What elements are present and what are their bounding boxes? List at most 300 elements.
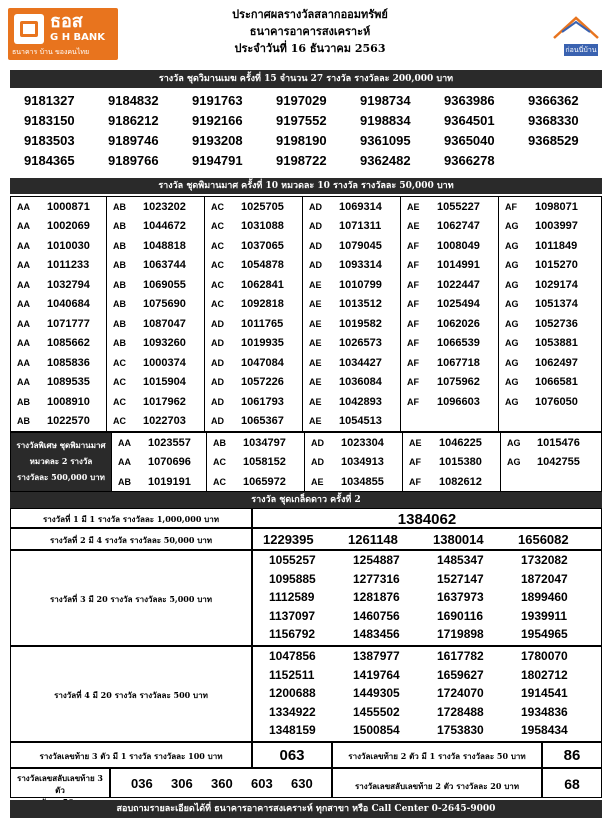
swap3-number: 603: [251, 776, 273, 791]
prize2-row: [401, 236, 498, 256]
prize3-column: [111, 433, 207, 491]
prize2-row: [303, 217, 400, 237]
header: [0, 0, 612, 68]
prize2-row: [107, 217, 204, 237]
prize2-number: 1054513: [339, 415, 382, 428]
prize2-number: 1002069: [47, 220, 90, 233]
prize2-column: [205, 197, 303, 431]
prize1-number: 9184832: [108, 92, 159, 108]
second-prize-number: 1656082: [518, 532, 569, 547]
fourth-prize-numbers-box: [252, 646, 602, 742]
prize2-number: 1061793: [241, 395, 284, 408]
prize2-number: 1036084: [339, 376, 382, 389]
prize3-label-line-3: รางวัลละ 500,000 บาท: [17, 472, 105, 482]
swap3-label-box: [10, 768, 110, 798]
fourth-prize-number: 1334922: [269, 704, 316, 719]
logo-sub-text: G H BANK: [50, 32, 106, 43]
first-prize-number: 1384062: [397, 511, 457, 528]
second-prize-label-box: [10, 528, 252, 550]
prize1-number: 9364501: [444, 112, 495, 128]
prize2-prefix: AE: [309, 377, 322, 388]
prize2-prefix: AG: [505, 279, 519, 290]
prize2-row: [303, 353, 400, 373]
prize3-row: [501, 433, 601, 453]
prize2-prefix: AC: [113, 357, 126, 368]
prize2-row: [401, 412, 498, 432]
prize2-prefix: AD: [211, 396, 224, 407]
third-prize-number: 1939911: [521, 608, 568, 623]
prize2-prefix: AG: [505, 221, 519, 232]
prize2-row: [107, 275, 204, 295]
prize3-table: [10, 432, 602, 492]
prize2-number: 1047084: [241, 356, 284, 369]
prize1-number: 9186212: [108, 112, 159, 128]
prize2-row: [303, 373, 400, 393]
prize2-prefix: AA: [17, 221, 30, 232]
prize2-row: [11, 353, 106, 373]
prize2-number: 1025705: [241, 200, 284, 213]
prize2-number: 1063744: [143, 259, 186, 272]
prize2-prefix: AA: [17, 318, 30, 329]
prize3-row: [112, 433, 206, 453]
prize2-prefix: AE: [309, 279, 322, 290]
prize1-row: [10, 150, 602, 170]
prize2-row: [401, 275, 498, 295]
prize2-prefix: AG: [505, 299, 519, 310]
prize2-number: 1000871: [47, 200, 90, 213]
prize3-row: [112, 472, 206, 492]
prize2-prefix: AC: [211, 240, 224, 251]
prize2-prefix: AB: [113, 299, 126, 310]
prize2-number: 1040684: [47, 298, 90, 311]
prize2-number: 1057226: [241, 376, 284, 389]
third-prize-number: 1254887: [353, 553, 400, 567]
prize2-prefix: AD: [211, 377, 224, 388]
prize2-prefix: AA: [17, 299, 30, 310]
prize2-row: [499, 217, 601, 237]
prize2-row: [303, 314, 400, 334]
prize2-row: [205, 373, 302, 393]
prize1-number: 9368529: [528, 132, 579, 148]
prize2-number: 1023202: [143, 200, 186, 213]
prize2-prefix: AE: [309, 318, 322, 329]
prize2-row: [107, 353, 204, 373]
prize2-number: 1089535: [47, 376, 90, 389]
last3-number: 063: [279, 747, 305, 764]
prize2-prefix: AD: [309, 221, 322, 232]
prize2-row: [107, 197, 204, 217]
prize2-prefix: AA: [17, 260, 30, 271]
prize2-number: 1092818: [241, 298, 284, 311]
fourth-prize-number: 1934836: [521, 704, 568, 719]
prize2-row: [499, 275, 601, 295]
prize2-number: 1000374: [143, 356, 186, 369]
prize2-prefix: AC: [211, 221, 224, 232]
prize2-number: 1011849: [535, 239, 578, 252]
prize1-number: 9189746: [108, 132, 159, 148]
fourth-prize-number: 1152511: [269, 667, 315, 682]
prize2-number: 1017962: [143, 395, 186, 408]
third-prize-number: 1112589: [269, 590, 315, 604]
prize1-number: 9183150: [24, 112, 75, 128]
last3-number-box: [252, 742, 332, 768]
prize2-row: [401, 217, 498, 237]
prize2-prefix: AG: [505, 240, 519, 251]
prize2-prefix: AC: [211, 201, 224, 212]
prize2-column: [401, 197, 499, 431]
prize2-prefix: AG: [505, 396, 519, 407]
prize2-number: 1093260: [143, 337, 186, 350]
prize2-number: 1085662: [47, 337, 90, 350]
prize2-row: [107, 236, 204, 256]
prize2-row: [303, 256, 400, 276]
prize2-prefix: AE: [309, 396, 322, 407]
prize2-number: 1008910: [47, 395, 90, 408]
third-prize-number: 1156792: [269, 627, 316, 641]
star-prize-header-bar: รางวัล ชุดเกล็ดดาว ครั้งที่ 2: [10, 492, 602, 508]
prize2-row: [303, 236, 400, 256]
fourth-prize-label-box: [10, 646, 252, 742]
prize1-number: 9366278: [444, 152, 495, 168]
third-prize-label-box: [10, 550, 252, 646]
prize2-number: 1025494: [437, 298, 480, 311]
prize2-number: 1066539: [437, 337, 480, 350]
prize3-prefix: AC: [213, 457, 226, 468]
prize2-header-bar: รางวัล ชุดพิมานมาศ ครั้งที่ 10 หมวดละ 10 รางวัล รางวัลละ 50,000 บาท: [10, 178, 602, 194]
prize3-prefix: AD: [311, 437, 324, 448]
prize2-prefix: AG: [505, 260, 519, 271]
logo-slogan: ธนาคาร บ้าน ของคนไทย: [12, 48, 90, 56]
prize2-row: [11, 295, 106, 315]
prize2-prefix: AG: [505, 318, 519, 329]
prize3-row: [207, 472, 304, 492]
prize1-number: 9197029: [276, 92, 327, 108]
prize1-number: 9183503: [24, 132, 75, 148]
prize2-number: 1014991: [437, 259, 480, 272]
prize3-number: 1034913: [341, 456, 384, 469]
prize2-number: 1093314: [339, 259, 382, 272]
prize2-prefix: AF: [407, 338, 419, 349]
prize3-prefix: AC: [213, 476, 226, 487]
prize1-number: 9189766: [108, 152, 159, 168]
prize1-number: 9181327: [24, 92, 75, 108]
prize3-prefix: AF: [409, 476, 421, 487]
prize2-prefix: AC: [211, 279, 224, 290]
prize2-number: 1031088: [241, 220, 284, 233]
prize2-row: [401, 295, 498, 315]
prize2-prefix: AD: [309, 201, 322, 212]
house-icon: [14, 14, 44, 44]
swap3-number: 306: [171, 776, 193, 791]
prize3-column: [305, 433, 403, 491]
prize2-prefix: AB: [17, 416, 30, 427]
third-prize-number: 1095885: [269, 571, 316, 586]
third-prize-number: 1485347: [437, 553, 484, 567]
fourth-prize-number: 1753830: [437, 723, 484, 737]
prize3-prefix: AD: [311, 457, 324, 468]
prize3-prefix: AG: [507, 437, 521, 448]
first-prize-label: รางวัลที่ 1 มี 1 รางวัล รางวัลละ 1,000,000 บาท: [42, 514, 220, 524]
third-prize-number: 1872047: [521, 571, 568, 586]
prize2-row: [401, 197, 498, 217]
second-prize-number: 1380014: [433, 532, 484, 547]
prize2-prefix: AA: [17, 377, 30, 388]
swap2-label: รางวัลเลขสลับเลขท้าย 2 ตัว รางวัลละ 20 บาท: [354, 781, 520, 791]
prize3-number: 1034797: [243, 436, 286, 449]
third-prize-number: 1732082: [521, 553, 568, 567]
swap3-number: 360: [211, 776, 233, 791]
swap2-number: 68: [564, 776, 580, 792]
prize3-prefix: AF: [409, 457, 421, 468]
prize2-prefix: AB: [113, 201, 126, 212]
prize2-number: 1029174: [535, 278, 578, 291]
prize3-prefix: AA: [118, 437, 131, 448]
prize2-prefix: AD: [211, 416, 224, 427]
prize2-prefix: AC: [113, 377, 126, 388]
prize2-prefix: AE: [407, 201, 420, 212]
prize3-label-line-1: รางวัลพิเศษ ชุดพิมานมาศ: [16, 440, 106, 450]
last3-label: รางวัลเลขท้าย 3 ตัว มี 1 รางวัล รางวัลละ 100 บาท: [39, 751, 223, 761]
third-prize-number: 1690116: [437, 608, 484, 623]
prize3-row: [207, 433, 304, 453]
prize2-prefix: AF: [407, 260, 419, 271]
prize2-number: 1011233: [47, 259, 90, 272]
prize2-row: [11, 217, 106, 237]
fourth-prize-number: 1047856: [269, 649, 316, 663]
prize2-prefix: AC: [113, 396, 126, 407]
second-prize-number: 1261148: [348, 532, 398, 547]
prize2-prefix: AC: [211, 260, 224, 271]
third-prize-number: 1954965: [521, 627, 568, 641]
prize2-number: 1015904: [143, 376, 186, 389]
prize2-number: 1076050: [535, 395, 578, 408]
swap2-label-box: [332, 768, 542, 798]
prize2-row: [107, 373, 204, 393]
prize3-prefix: AE: [311, 476, 324, 487]
prize3-row: [305, 453, 402, 473]
prize2-row: [107, 412, 204, 432]
prize3-row: [501, 453, 601, 473]
prize2-row: [107, 314, 204, 334]
prize2-row: [205, 236, 302, 256]
third-prize-number: 1527147: [437, 571, 484, 586]
prize2-prefix: AG: [505, 357, 519, 368]
prize2-prefix: AA: [17, 338, 30, 349]
prize2-row: [107, 256, 204, 276]
third-prize-number: 1137097: [269, 608, 316, 623]
page-title: [160, 6, 460, 57]
prize3-number: 1019191: [148, 475, 191, 488]
prize1-number: 9366362: [528, 92, 579, 108]
prize2-row: [205, 295, 302, 315]
last2-number: 86: [563, 747, 581, 764]
prize1-number-grid: [10, 90, 602, 170]
prize3-number: 1058152: [243, 456, 286, 469]
prize2-prefix: AE: [309, 299, 322, 310]
third-prize-number: 1719898: [437, 627, 484, 641]
prize2-number: 1048818: [143, 239, 186, 252]
prize2-row: [401, 314, 498, 334]
third-prize-numbers: [269, 553, 599, 646]
footer-bar: สอบถามรายละเอียดได้ที่ ธนาคารอาคารสงเคราะห์ ทุกสาขา หรือ Call Center 0-2645-9000: [10, 800, 602, 818]
prize2-prefix: AF: [407, 318, 419, 329]
prize2-row: [11, 373, 106, 393]
prize1-number: 9363986: [444, 92, 495, 108]
prize2-row: [205, 334, 302, 354]
prize2-prefix: AB: [113, 221, 126, 232]
third-prize-number: 1277316: [353, 571, 400, 586]
prize2-row: [205, 197, 302, 217]
prize2-number: 1087047: [143, 317, 186, 330]
prize2-row: [107, 334, 204, 354]
prize2-prefix: AC: [211, 299, 224, 310]
prize2-row: [499, 353, 601, 373]
prize2-prefix: AG: [505, 338, 519, 349]
prize1-header-bar: รางวัล ชุดวิมานเมฆ ครั้งที่ 15 จำนวน 27 รางวัล รางวัลละ 200,000 บาท: [10, 70, 602, 88]
prize2-prefix: AF: [407, 357, 419, 368]
prize3-number: 1023304: [341, 436, 384, 449]
prize1-number: 9194791: [192, 152, 243, 168]
prize2-prefix: AE: [309, 357, 322, 368]
prize2-prefix: AG: [505, 377, 519, 388]
second-prize-numbers: [263, 532, 603, 547]
prize3-label: [11, 433, 111, 491]
prize2-number: 1011765: [241, 317, 284, 330]
swap3-number: 036: [131, 776, 153, 791]
prize2-row: [401, 373, 498, 393]
house-logo-icon: [550, 10, 602, 58]
prize2-row: [499, 412, 601, 432]
prize2-column: [11, 197, 107, 431]
prize2-number: 1065367: [241, 415, 284, 428]
prize2-prefix: AD: [309, 260, 322, 271]
prize2-number: 1071777: [47, 317, 90, 330]
prize1-row: [10, 90, 602, 110]
fourth-prize-number: 1387977: [353, 649, 400, 663]
second-prize-label: รางวัลที่ 2 มี 4 รางวัล รางวัลละ 50,000 บาท: [49, 535, 213, 545]
prize2-number: 1096603: [437, 395, 480, 408]
prize2-prefix: AB: [17, 396, 30, 407]
prize2-number: 1053881: [535, 337, 578, 350]
prize3-number: 1065972: [243, 475, 286, 488]
prize2-number: 1051374: [535, 298, 578, 311]
fourth-prize-label: รางวัลที่ 4 มี 20 รางวัล รางวัลละ 500 บาท: [54, 690, 208, 700]
prize3-row: [207, 453, 304, 473]
prize3-row: [403, 472, 500, 492]
prize3-number: 1042755: [537, 456, 580, 469]
prize2-prefix: AF: [407, 299, 419, 310]
swap3-label-line-1: รางวัลเลขสลับเลขท้าย 3 ตัว: [17, 773, 103, 795]
prize2-row: [303, 295, 400, 315]
prize3-row: [403, 433, 500, 453]
prize1-number: 9198722: [276, 152, 327, 168]
prize2-row: [499, 314, 601, 334]
fourth-prize-number: 1348159: [269, 723, 316, 737]
prize1-number: 9198190: [276, 132, 327, 148]
prize2-row: [11, 236, 106, 256]
prize2-number: 1062841: [241, 278, 284, 291]
prize2-number: 1015270: [535, 259, 578, 272]
prize2-number: 1062497: [535, 356, 578, 369]
prize3-column: [501, 433, 601, 491]
prize2-prefix: AB: [113, 338, 126, 349]
prize2-row: [205, 256, 302, 276]
prize2-row: [11, 412, 106, 432]
third-prize-number: 1281876: [353, 590, 400, 604]
prize1-number: 9361095: [360, 132, 411, 148]
swap3-number: 630: [291, 776, 313, 791]
fourth-prize-number: 1914541: [521, 686, 568, 700]
fourth-prize-number: 1449305: [353, 686, 400, 700]
prize3-prefix: AA: [118, 457, 131, 468]
prize3-prefix: AB: [118, 476, 131, 487]
prize2-row: [205, 412, 302, 432]
prize3-column: [403, 433, 501, 491]
third-prize-label: รางวัลที่ 3 มี 20 รางวัล รางวัลละ 5,000 บาท: [49, 594, 213, 604]
prize3-number: 1034855: [341, 475, 384, 488]
prize2-prefix: AE: [309, 416, 322, 427]
prize3-number: 1082612: [439, 475, 482, 488]
prize2-row: [205, 392, 302, 412]
prize2-number: 1010799: [339, 278, 382, 291]
prize2-prefix: AE: [309, 338, 322, 349]
prize1-number: 9198734: [360, 92, 411, 108]
prize2-prefix: AB: [113, 318, 126, 329]
prize2-number: 1013512: [339, 298, 382, 311]
last2-number-box: [542, 742, 602, 768]
prize3-row: [403, 453, 500, 473]
prize2-number: 1003997: [535, 220, 578, 233]
prize1-number: 9362482: [360, 152, 411, 168]
title-line-1: ประกาศผลรางวัลสลากออมทรัพย์: [232, 8, 388, 21]
prize2-number: 1034427: [339, 356, 382, 369]
prize2-prefix: AF: [407, 279, 419, 290]
prize2-number: 1019582: [339, 317, 382, 330]
prize2-row: [11, 334, 106, 354]
prize3-number: 1015380: [439, 456, 482, 469]
prize2-number: 1022703: [143, 415, 186, 428]
prize3-number: 1070696: [148, 456, 191, 469]
third-prize-number: 1637973: [437, 590, 484, 604]
prize1-number: 9191763: [192, 92, 243, 108]
prize3-row: [305, 433, 402, 453]
prize2-prefix: AE: [407, 221, 420, 232]
prize2-number: 1071311: [339, 220, 382, 233]
prize2-row: [401, 353, 498, 373]
prize3-row: [112, 453, 206, 473]
prize2-prefix: AD: [309, 240, 322, 251]
prize1-row: [10, 110, 602, 130]
last3-label-box: [10, 742, 252, 768]
prize2-row: [11, 256, 106, 276]
prize2-number: 1055227: [437, 200, 480, 213]
fourth-prize-number: 1728488: [437, 704, 484, 719]
prize2-prefix: AA: [17, 201, 30, 212]
prize2-number: 1066581: [535, 376, 578, 389]
prize2-column: [107, 197, 205, 431]
prize3-prefix: AE: [409, 437, 422, 448]
prize2-prefix: AB: [113, 240, 126, 251]
fourth-prize-number: 1780070: [521, 649, 568, 663]
prize2-number: 1054878: [241, 259, 284, 272]
title-line-3: ประจำวันที่ 16 ธันวาคม 2563: [234, 42, 386, 55]
prize2-prefix: AF: [407, 377, 419, 388]
prize2-number: 1052736: [535, 317, 578, 330]
prize2-number: 1044672: [143, 220, 186, 233]
prize2-row: [499, 197, 601, 217]
prize2-prefix: AD: [211, 318, 224, 329]
prize2-number: 1042893: [339, 395, 382, 408]
